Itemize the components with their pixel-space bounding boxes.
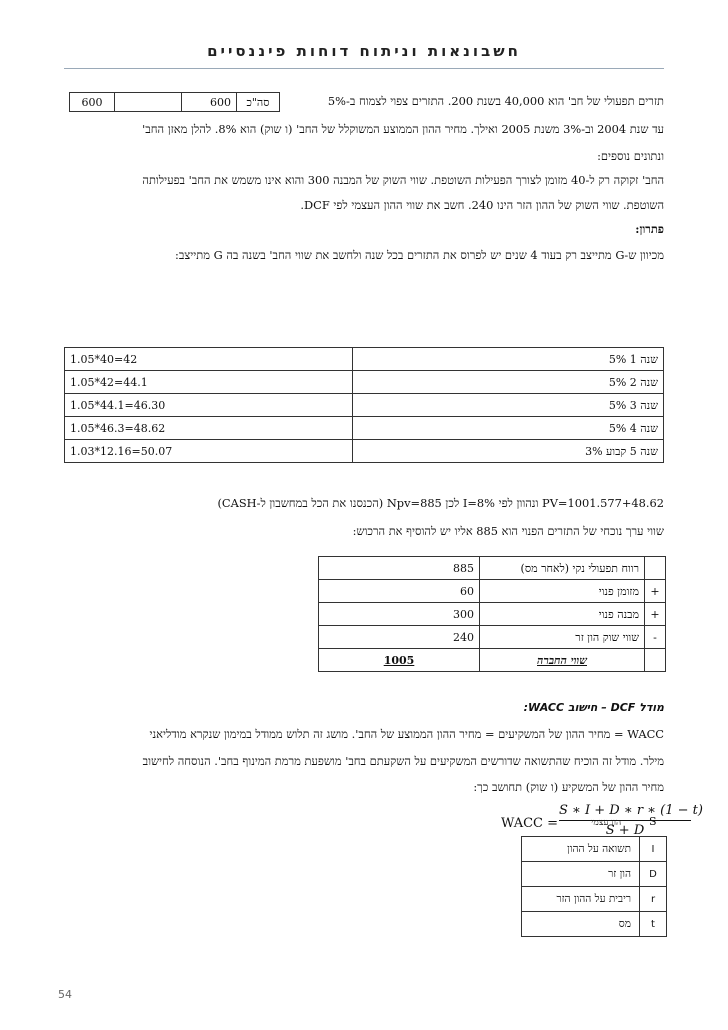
year-label: שנה 3 5% [353,394,664,417]
component-value: 300 [319,603,480,626]
component-sign [645,557,666,580]
component-label: מזומן פנוי [480,580,645,603]
formula-overlap-letter: S [649,815,657,828]
table-row [65,394,664,417]
year-calc: 1.05*40=42 [65,348,353,371]
solution-label: פתרון: [635,222,664,236]
year-calc: 1.05*46.3=48.62 [65,417,353,440]
formula-denominator: S + D [605,823,645,838]
table-row [65,348,664,371]
pv-line: PV=1001.577+48.62 ונהוון לפי I=8% לכן Npv=885 (הכנסנו את הכל במחשבון ל-CASH) [217,496,664,510]
table-row [65,417,664,440]
formula-numerator: S ∗ I + D ∗ r ∗ (1 − t) [559,803,703,818]
table-row [522,887,667,912]
formula-overlap-label: הון עצמי [591,818,622,828]
table-row [319,603,666,626]
formula-lhs: WACC = [501,816,559,831]
variables-table [521,836,667,937]
wacc-paragraph-1: WACC = מחיר ההון של המשקיעים = מחיר ההון הממוצע של החב'. מושג זה תלוש ממודל במימון שנקרא מודליאני [149,727,664,741]
paragraph-line-4: החב' זקוקה רק ל-40 מזומן לצורך הפעילות השוטפת. שווי השוק של המבנה 300 והוא אינו משמש את החב' בפעילותה [142,173,664,187]
variable-description: תשואה על ההון [522,837,640,862]
empty-cell [645,649,666,672]
paragraph-line-3: ונתונים נוספים: [597,149,664,163]
table-row [65,440,664,463]
variable-letter: D [640,862,667,887]
component-sign: + [645,580,666,603]
table-row [522,837,667,862]
component-label: רווח תפעולי נקי (לאחר מס) [480,557,645,580]
formula-fraction-bar [559,820,691,821]
component-value: 60 [319,580,480,603]
paragraph-line-1: תזרים תפעולי של חב' הוא 40,000 בשנת 200. התזרים צפוי לצמוח ב-5% [327,94,664,108]
variable-description: מס [522,912,640,937]
header-divider [64,68,664,69]
top-box-value-1: 600 [70,93,115,112]
paragraph-line-2: עד שנת 2004 וב-3% משנת 2005 ואילך. מחיר ההון הממוצע המשוקלל של החב' (ו שוק) הוא 8%. להלן מאזן החב' [142,122,664,136]
company-value: 1005 [319,649,480,672]
variable-description: ריבית על ההון הזר [522,887,640,912]
table-row [319,626,666,649]
year-label: שנה 2 5% [353,371,664,394]
company-value-label: שווי החברה [480,649,645,672]
year-calc: 1.05*44.1=46.30 [65,394,353,417]
paragraph-line-5: השוטפת. שווי השוק של ההון הזר הינו 240. חשב את שווי ההון העצמי לפי DCF. [300,198,664,212]
components-table [318,556,666,672]
wacc-formula [495,801,703,841]
wacc-section-title: מודל DCF – חישוב WACC: [523,701,664,714]
page-number: 54 [58,988,72,1001]
years-table [64,347,664,463]
paragraph-line-6: מכיוון ש-G מתייצב רק בעוד 4 שנים יש לפרוס את התזרים בכל שנה ולחשב את שווי החב' בשנה בה G מתייצב: [175,248,664,262]
year-calc: 1.03*12.16=50.07 [65,440,353,463]
component-value: 885 [319,557,480,580]
component-sign: + [645,603,666,626]
top-box-value-2: 600 [182,93,237,112]
component-label: שווי שוק הון זר [480,626,645,649]
table-row [319,580,666,603]
wacc-paragraph-3: מחיר ההון של המשקיע (ו שוק) תחושב כך: [473,780,664,794]
component-sign: - [645,626,666,649]
component-label: מבנה פנוי [480,603,645,626]
component-value: 240 [319,626,480,649]
year-label: שנה 4 5% [353,417,664,440]
variable-letter: I [640,837,667,862]
top-summary-box [69,92,280,112]
year-label: שנה 5 קבוע 3% [353,440,664,463]
wacc-paragraph-2: מילר. מודל זה הוכיח שהתשואה שדורשים המשקיעים על השקעתם בחב' מושפעת מרמת המינוף בחב'. הנוסחה לחישוב [142,754,664,768]
fair-value-line: שווי ערך נוכחי של התזרים הפנוי הוא 885 אליו יש להוסיף את הרכוש: [352,524,664,538]
table-row [522,862,667,887]
year-calc: 1.05*42=44.1 [65,371,353,394]
variable-description: הון זר [522,862,640,887]
top-box-total-label: סה"כ [237,93,280,112]
table-row [522,912,667,937]
year-label: שנה 1 5% [353,348,664,371]
table-row [65,371,664,394]
variable-letter: t [640,912,667,937]
top-box-empty [115,93,182,112]
page-header-title: חשבונאות וניתוח דוחות פיננסיים [207,42,521,60]
table-row [319,557,666,580]
table-row-total [319,649,666,672]
variable-letter: r [640,887,667,912]
